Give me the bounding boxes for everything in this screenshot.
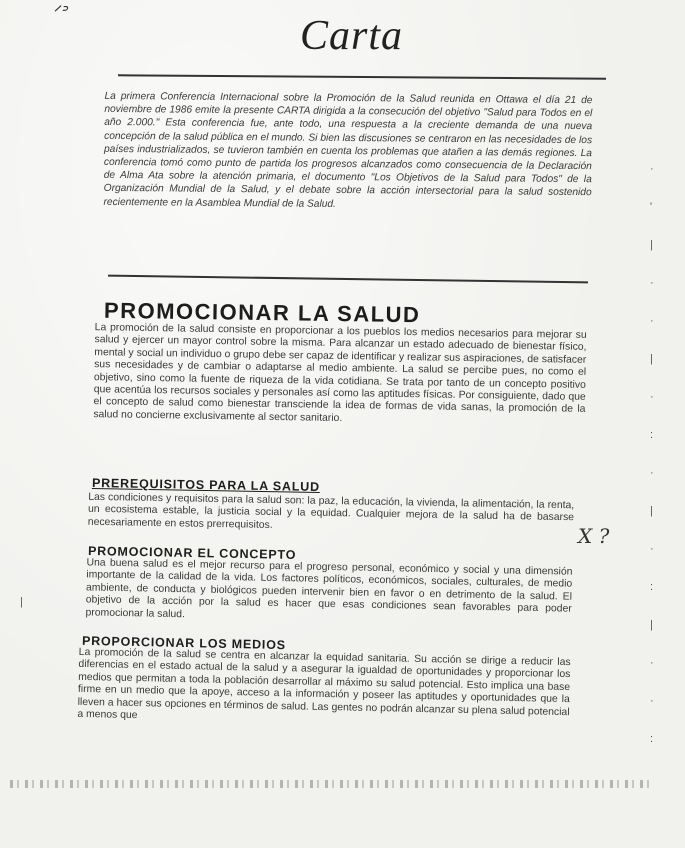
section-heading-proporcionar-medios: PROPORCIONAR LOS MEDIOS bbox=[81, 633, 286, 653]
page-title: Carta bbox=[300, 13, 404, 59]
margin-handwritten-note: X ? bbox=[578, 524, 610, 548]
right-margin-marks: · ' | · · | · : · | · : | · · : bbox=[650, 163, 654, 745]
corner-mark: ᐟᐣ bbox=[52, 2, 67, 23]
section-body-proporcionar-medios: La promoción de la salud se centra en alcanzar la equidad sanitaria. Su acción se dirige a reducir las diferencias en el estado actual de la salud y a asegurar la igualdad de oportunidades y proporcionar los medios que permitan a toda la población desarrollar al máximo su salud potencial. Esto implica una base firme en un medio que la apoye, acceso a la información y poseer las aptitudes y oportunidades que la lleven a hacer sus opciones en términos de salud. Las gentes no podrán alcanzar su plena salud potencial a menos que bbox=[77, 646, 571, 722]
intro-paragraph: La primera Conferencia Internacional sobre la Promoción de la Salud reunida en Ottawa el día 21 de noviembre de 1986 emite la presente CARTA dirigida a la consecución del objetivo "Salud para Todos en el año 2.000." Esta conferencia fue, ante todo, una respuesta a la creciente demanda de una nueva concepción de la salud pública en el mundo. Si bien las discusiones se centraron en las necesidades de los países industrializados, se tuvieron también en cuenta los problemas que atañen a las demás regiones. La conferencia tomó como punto de partida los progresos alcanzados como consecuencia de la Declaración de Alma Ata sobre la atención primaria, el documento "Los Objetivos de la Salud para Todos" de la Organización Mundial de la Salud, y el debate sobre la acción intersectorial para la salud sostenido recientemente en la Asamblea Mundial de la Salud. bbox=[103, 90, 593, 210]
left-margin-marks: | bbox=[20, 596, 23, 608]
section-heading-promocionar-concepto: PROMOCIONAR EL CONCEPTO bbox=[87, 544, 297, 562]
mid-rule bbox=[108, 275, 588, 283]
section-body-promocionar-salud: La promoción de la salud consiste en proporcionar a los pueblos los medios necesarios para mejorar su salud y ejercer un mayor control sobre la misma. Para alcanzar un estado adecuado de bienestar físico, mental y social un individuo o grupo debe ser capaz de identificar y realizar sus aspiraciones, de satisfacer sus necesidades y de cambiar o adaptarse al medio ambiente. La salud se percibe pues, no como el objetivo, sino como la fuente de riqueza de la vida cotidiana. Se trata por tanto de un concepto positivo que acentúa los recursos sociales y personales así como las aptitudes físicas. Por consiguiente, dado que el concepto de salud como bienestar transciende la idea de formas de vida sanas, la promoción de la salud no concierne exclusivamente al sector sanitario. bbox=[93, 322, 587, 424]
section-body-promocionar-concepto: Una buena salud es el mejor recurso para el progreso personal, económico y social y una dimensión importante de la calidad de la vida. Los factores políticos, económicos, sociales, culturales, de medio ambiente, de conducta y biológicos pueden intervenir bien en favor o en detrimento de la salud. El objetivo de la acción por la salud es hacer que esas condiciones sean favorables para poder promocionar la salud. bbox=[85, 557, 573, 620]
top-rule bbox=[118, 74, 606, 79]
section-heading-prerequisitos: PREREQUISITOS PARA LA SALUD bbox=[91, 476, 320, 494]
section-heading-promocionar-salud: PROMOCIONAR LA SALUD bbox=[103, 297, 421, 328]
scan-noise-line bbox=[10, 780, 650, 788]
section-body-prerequisitos: Las condiciones y requisitos para la salud son: la paz, la educación, la vivienda, la alimentación, la renta, un ecosistema estable, la justicia social y la equidad. Cualquier mejora de la salud ha de basarse necesariamente en estos prerrequisitos. bbox=[87, 491, 575, 531]
